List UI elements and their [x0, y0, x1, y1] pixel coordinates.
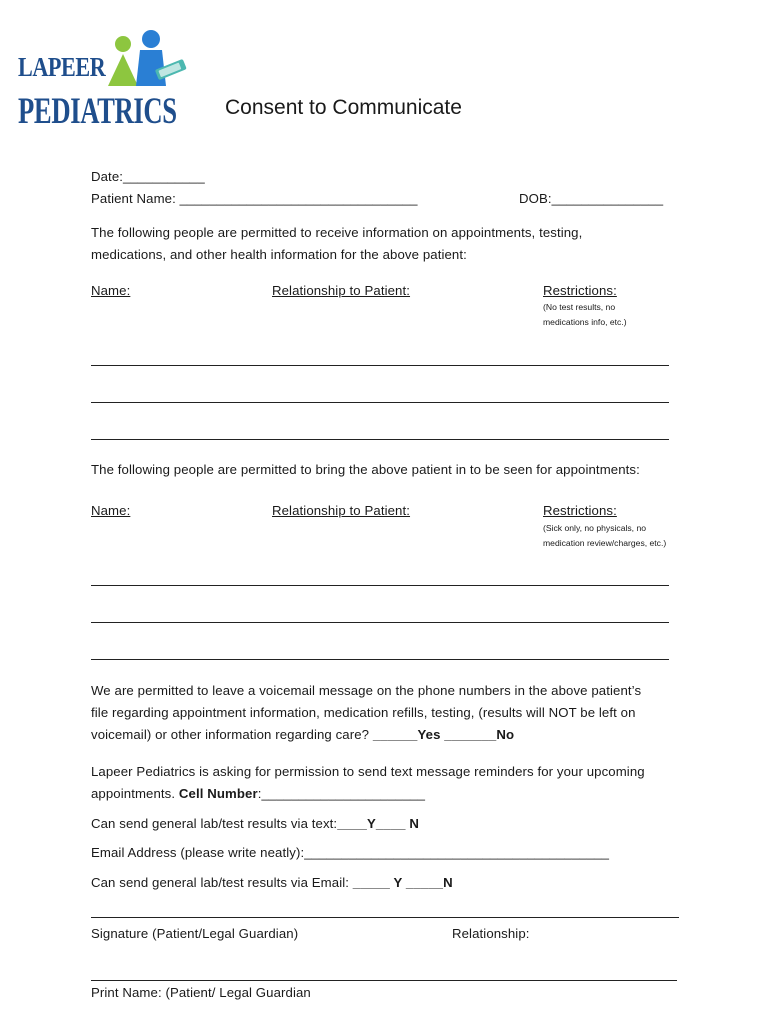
section2-col-restrictions: Restrictions:	[543, 503, 617, 518]
section1-col-restrictions: Restrictions:	[543, 283, 617, 298]
lab-text-label: Can send general lab/test results via text:	[91, 816, 338, 831]
logo-figures-icon	[104, 30, 190, 92]
section1-restrictions-note-1: (No test results, no	[543, 302, 616, 312]
relationship-label: Relationship:	[452, 926, 530, 941]
section2-restrictions-note-1: (Sick only, no physicals, no	[543, 523, 647, 533]
dob-field[interactable]: DOB:_______________	[519, 191, 664, 206]
voicemail-line2: file regarding appointment information, medication refills, testing, (results will NOT be left on	[91, 705, 636, 720]
section2-entry-line[interactable]	[91, 585, 669, 586]
text-reminders-appointments: appointments.	[91, 786, 179, 801]
section1-entry-line[interactable]	[91, 365, 669, 366]
logo-line1: LAPEER	[18, 52, 106, 82]
section2-restrictions-note-2: medication review/charges, etc.)	[543, 538, 667, 548]
section2-entry-line[interactable]	[91, 622, 669, 623]
voicemail-question: voicemail) or other information regarding care?	[91, 727, 373, 742]
section1-entry-line[interactable]	[91, 439, 669, 440]
lab-email-no-option[interactable]: _____N	[402, 875, 453, 890]
lab-email-yes-option[interactable]: _____ Y	[352, 875, 403, 890]
cell-number-label: Cell Number	[178, 786, 258, 801]
signature-label: Signature (Patient/Legal Guardian)	[91, 926, 299, 941]
signature-line[interactable]	[91, 917, 679, 918]
text-reminders-line2	[91, 786, 425, 801]
voicemail-line3	[91, 727, 514, 742]
lab-text-yes-option[interactable]: ____Y____	[337, 816, 406, 831]
lab-email-row	[91, 875, 453, 890]
print-name-line[interactable]	[91, 980, 677, 981]
voicemail-yes-option[interactable]: ______Yes	[372, 727, 441, 742]
print-name-label: Print Name: (Patient/ Legal Guardian	[91, 985, 311, 1000]
voicemail-no-option[interactable]: _______No	[440, 727, 515, 742]
text-reminders-line1: Lapeer Pediatrics is asking for permission to send text message reminders for your upcoming	[91, 764, 645, 779]
section1-intro-line2: medications, and other health information for the above patient:	[91, 247, 467, 262]
lab-text-no-option[interactable]: N	[405, 816, 419, 831]
section2-entry-line[interactable]	[91, 659, 669, 660]
date-field[interactable]: Date:___________	[91, 169, 205, 184]
section1-intro-line1: The following people are permitted to receive information on appointments, testing,	[91, 225, 583, 240]
logo-line2: PEDIATRICS	[18, 91, 177, 132]
section2-intro: The following people are permitted to bring the above patient in to be seen for appointments:	[91, 462, 640, 477]
page-title: Consent to Communicate	[225, 96, 462, 119]
lab-text-row	[91, 816, 419, 831]
section1-col-name: Name:	[91, 283, 131, 298]
lab-email-label: Can send general lab/test results via Email:	[91, 875, 353, 890]
section2-col-name: Name:	[91, 503, 131, 518]
voicemail-line1: We are permitted to leave a voicemail message on the phone numbers in the above patient’s	[91, 683, 642, 698]
section1-restrictions-note-2: medications info, etc.)	[543, 317, 627, 327]
section1-entry-line[interactable]	[91, 402, 669, 403]
section1-col-relationship: Relationship to Patient:	[272, 283, 411, 298]
cell-number-field[interactable]: :______________________	[257, 786, 426, 801]
email-field[interactable]: Email Address (please write neatly):_________________________________________	[91, 845, 610, 860]
section2-col-relationship: Relationship to Patient:	[272, 503, 411, 518]
patient-name-field[interactable]: Patient Name: ________________________________	[91, 191, 418, 206]
